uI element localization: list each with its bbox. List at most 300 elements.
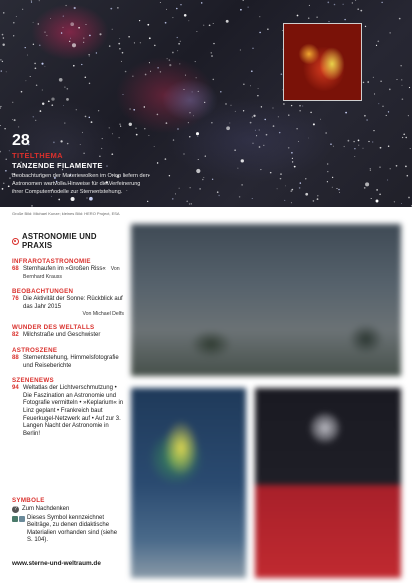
star: [3, 183, 4, 184]
star: [25, 47, 26, 48]
star: [85, 116, 87, 118]
star: [358, 140, 360, 142]
image-credit: Große Bild: Michael Kunze; kleines Bild: HERO Project, ESA: [12, 211, 120, 216]
star: [173, 139, 174, 140]
star: [372, 141, 373, 142]
star: [259, 129, 260, 130]
star: [370, 168, 371, 169]
star: [327, 171, 328, 172]
symbols-title: SYMBOLE: [12, 497, 45, 504]
star: [192, 91, 193, 92]
star: [390, 32, 391, 33]
star: [180, 41, 181, 42]
entry-text: Sternentstehung, Himmelsfotografie und Reiseberichte: [23, 354, 119, 369]
star: [279, 132, 280, 133]
category-title: SZENENEWS: [12, 377, 54, 385]
toc-entry[interactable]: [12, 266, 124, 281]
star: [73, 65, 75, 67]
star: [172, 198, 173, 199]
star: [0, 107, 1, 109]
star: [140, 42, 141, 43]
star: [217, 191, 219, 193]
star: [72, 43, 76, 47]
star: [357, 8, 359, 10]
star: [256, 135, 257, 136]
star: [117, 7, 118, 8]
star: [64, 86, 65, 87]
star: [243, 0, 244, 1]
star: [70, 38, 71, 39]
star: [144, 106, 145, 107]
star: [21, 91, 23, 93]
star: [61, 32, 63, 34]
star: [374, 94, 375, 95]
star: [389, 89, 391, 91]
star: [263, 145, 264, 146]
star: [297, 15, 299, 17]
star: [317, 198, 319, 200]
star: [6, 71, 7, 72]
star: [89, 56, 90, 57]
star: [203, 25, 204, 26]
star: [157, 114, 159, 116]
star: [226, 126, 230, 130]
star: [403, 133, 405, 135]
star: [128, 36, 130, 38]
star: [408, 115, 409, 116]
star: [177, 128, 178, 129]
star: [273, 125, 275, 127]
star: [294, 166, 296, 168]
star: [3, 37, 5, 39]
star: [110, 8, 112, 10]
star: [405, 137, 406, 138]
star: [408, 197, 410, 199]
hero-image: [0, 0, 412, 207]
star: [305, 178, 306, 179]
star: [149, 37, 151, 39]
star: [190, 187, 191, 188]
star: [31, 1, 32, 2]
star: [121, 61, 122, 62]
star: [178, 43, 180, 45]
star: [147, 201, 148, 202]
star: [160, 71, 161, 72]
star: [202, 179, 204, 181]
star: [290, 190, 292, 192]
toc-entry[interactable]: [12, 296, 124, 311]
star: [184, 14, 187, 17]
star: [2, 61, 3, 62]
star: [213, 23, 214, 24]
star: [280, 173, 281, 174]
star: [204, 102, 205, 103]
category-title: INFRAROTASTRONOMIE: [12, 258, 91, 265]
star: [405, 166, 407, 168]
star: [327, 2, 329, 4]
star: [209, 24, 211, 26]
didactic-materials-icon: [12, 516, 25, 545]
star: [362, 148, 363, 149]
star: [195, 61, 196, 62]
star: [211, 55, 213, 57]
star: [225, 103, 226, 104]
star: [259, 16, 260, 17]
star: [397, 79, 398, 80]
star: [129, 108, 131, 110]
star: [313, 200, 315, 202]
star: [291, 152, 293, 154]
star: [188, 20, 189, 21]
star: [355, 0, 356, 1]
star: [360, 10, 362, 12]
star: [379, 166, 380, 167]
star: [328, 21, 329, 22]
star: [177, 50, 178, 51]
star: [2, 43, 4, 45]
star: [86, 197, 87, 198]
star: [292, 158, 293, 159]
star: [169, 64, 171, 66]
star: [378, 103, 379, 104]
star: [91, 121, 93, 123]
star: [264, 119, 265, 120]
toc-category: [12, 324, 124, 340]
star: [240, 9, 242, 11]
star: [76, 109, 77, 110]
star: [409, 87, 410, 88]
star: [299, 110, 300, 111]
star: [12, 102, 13, 103]
star: [86, 24, 87, 25]
star: [281, 73, 283, 75]
star: [401, 203, 402, 204]
category-title: BEOBACHTUNGEN: [12, 288, 74, 296]
star: [179, 63, 180, 64]
star: [234, 150, 235, 151]
feature-kicker: TITELTHEMA: [12, 151, 63, 160]
star: [48, 100, 50, 102]
star: [0, 151, 1, 153]
star: [316, 16, 317, 17]
star: [31, 205, 33, 207]
star: [191, 203, 192, 204]
star: [196, 77, 197, 78]
star: [273, 108, 274, 109]
star: [410, 148, 411, 149]
category-title: ASTROSZENE: [12, 346, 58, 354]
feature-page-number: 28: [12, 132, 30, 149]
star: [147, 24, 149, 26]
star: [4, 128, 5, 129]
star: [326, 132, 327, 133]
star: [172, 52, 174, 54]
star: [40, 110, 42, 112]
star: [33, 44, 34, 45]
target-icon: [12, 238, 19, 245]
star: [122, 52, 124, 54]
star: [226, 20, 229, 23]
star: [402, 137, 403, 138]
star: [317, 195, 318, 196]
blurred-image-bottom-left: [131, 388, 246, 578]
star: [189, 136, 190, 137]
star: [354, 148, 355, 149]
star: [44, 31, 45, 32]
entry-text: Milchstraße und Geschwister: [23, 332, 101, 339]
star: [39, 45, 40, 46]
star: [266, 134, 268, 136]
star: [259, 32, 260, 33]
star: [379, 193, 381, 195]
star: [396, 165, 398, 167]
star: [31, 0, 32, 1]
entry-text: Die Aktivität der Sonne: Rückblick auf das Jahr 2015: [23, 296, 123, 310]
star: [371, 198, 372, 199]
section-header: [12, 232, 124, 250]
star: [185, 75, 186, 76]
star: [175, 193, 176, 194]
star: [81, 64, 82, 65]
star: [336, 188, 337, 189]
star: [252, 116, 253, 117]
star: [165, 158, 167, 160]
star: [205, 156, 206, 157]
star: [267, 29, 268, 30]
star: [343, 4, 344, 5]
star: [291, 202, 292, 203]
star: [353, 141, 354, 142]
inset-image: [283, 23, 362, 101]
star: [310, 112, 312, 114]
star: [332, 187, 333, 188]
star: [157, 162, 158, 163]
star: [74, 7, 76, 9]
star: [390, 168, 391, 169]
star: [367, 81, 369, 83]
star: [386, 115, 387, 116]
star: [69, 41, 70, 42]
star: [169, 175, 170, 176]
star: [299, 187, 301, 189]
star: [33, 22, 34, 23]
star: [12, 119, 13, 120]
star: [320, 119, 321, 120]
star: [381, 2, 382, 3]
star: [250, 85, 251, 86]
star: [308, 17, 309, 18]
star: [382, 106, 383, 107]
star: [88, 54, 89, 55]
symbol-didactic-label: Dieses Symbol kennzeichnet Beiträge, zu denen didaktische Materialien vorhanden sind (siehe S. 104).: [27, 514, 118, 544]
star: [66, 98, 69, 101]
star: [0, 59, 1, 60]
star: [39, 0, 40, 1]
star: [407, 175, 409, 177]
star: [78, 27, 80, 29]
toc-entry[interactable]: [12, 332, 124, 340]
star: [36, 85, 38, 87]
star: [292, 161, 293, 162]
star: [16, 16, 17, 17]
star: [401, 79, 402, 80]
entry-page: 76: [12, 296, 19, 303]
star: [193, 115, 194, 116]
star: [89, 117, 90, 118]
star: [35, 67, 37, 69]
star: [399, 18, 401, 20]
star: [38, 23, 39, 24]
star: [197, 136, 198, 137]
star: [2, 34, 4, 36]
star: [250, 122, 252, 124]
entry-page: 88: [12, 354, 19, 361]
star: [183, 153, 184, 154]
star: [364, 187, 366, 189]
star: [46, 35, 47, 36]
toc-entry[interactable]: [12, 385, 124, 438]
star: [196, 132, 199, 135]
star: [348, 140, 350, 142]
star: [240, 50, 241, 51]
question-icon: ?: [12, 506, 19, 513]
star: [109, 45, 110, 46]
symbol-think-label: Zum Nachdenken: [22, 506, 70, 512]
toc-category: [12, 288, 124, 317]
star: [154, 146, 155, 147]
star: [172, 17, 173, 18]
star: [119, 38, 120, 39]
star: [1, 70, 2, 71]
star: [13, 35, 14, 36]
star: [252, 48, 253, 49]
table-of-contents: [12, 232, 124, 445]
star: [260, 169, 261, 170]
star: [277, 188, 278, 189]
star: [298, 141, 299, 142]
star: [51, 104, 53, 106]
star: [98, 110, 99, 111]
website-link[interactable]: www.sterne-und-weltraum.de: [12, 560, 101, 567]
star: [388, 111, 389, 112]
star: [145, 74, 147, 76]
star: [261, 106, 262, 107]
entry-author: Von Michael Delfs: [82, 311, 124, 318]
star: [65, 5, 66, 6]
star: [33, 116, 34, 117]
star: [149, 62, 150, 63]
star: [288, 147, 290, 149]
star: [188, 122, 189, 123]
star: [239, 196, 240, 197]
star: [248, 7, 249, 8]
star: [157, 67, 159, 69]
star: [186, 200, 188, 202]
star: [63, 105, 64, 106]
star: [252, 143, 253, 144]
star: [243, 84, 244, 85]
star: [270, 172, 272, 174]
star: [213, 79, 215, 81]
star: [211, 52, 212, 53]
star: [212, 179, 213, 180]
star: [167, 58, 168, 59]
star: [345, 112, 347, 114]
star: [364, 115, 366, 117]
star: [387, 179, 388, 180]
star: [363, 82, 365, 84]
star: [198, 159, 199, 160]
star: [25, 80, 26, 81]
star: [344, 146, 345, 147]
star: [308, 138, 309, 139]
star: [83, 38, 84, 39]
star: [34, 63, 36, 65]
star: [241, 159, 244, 162]
star: [352, 2, 353, 3]
star: [122, 94, 123, 95]
symbols-legend: [12, 497, 124, 545]
star: [241, 184, 243, 186]
star: [339, 192, 340, 193]
star: [333, 146, 334, 147]
star: [35, 120, 36, 121]
star: [257, 95, 258, 96]
star: [285, 185, 286, 186]
entry-page: 68: [12, 266, 19, 272]
entry-text: Sternhaufen im »Großen Riss«: [23, 266, 106, 272]
star: [300, 182, 301, 183]
star: [133, 109, 135, 111]
star: [377, 40, 379, 42]
star: [70, 22, 74, 26]
feature-description: Beobachtungen der Materiewolken im Orion liefern den Astronomen wertvolle Hinweise für die Verfeinerung ihrer Computermodelle zur Sternentstehung.: [12, 173, 149, 196]
star: [235, 111, 236, 112]
star: [365, 182, 369, 186]
star: [189, 112, 190, 113]
star: [14, 119, 16, 121]
star: [13, 22, 15, 24]
star: [0, 125, 1, 126]
star: [368, 141, 369, 142]
star: [252, 198, 253, 199]
star: [109, 127, 110, 128]
star: [291, 105, 292, 106]
star: [229, 123, 230, 124]
toc-entry[interactable]: [12, 355, 124, 370]
star: [259, 146, 261, 148]
star: [203, 177, 204, 178]
star: [305, 193, 308, 196]
star: [89, 35, 91, 37]
star: [134, 42, 135, 43]
star: [211, 122, 212, 123]
star: [165, 22, 167, 24]
star: [196, 169, 200, 173]
star: [198, 91, 199, 92]
star: [176, 8, 178, 10]
star: [344, 19, 345, 20]
feature-teaser[interactable]: [12, 133, 152, 197]
star: [380, 147, 382, 149]
star: [120, 126, 121, 127]
star: [169, 59, 170, 60]
star: [402, 98, 404, 100]
star: [119, 123, 121, 125]
star: [402, 85, 403, 86]
star: [144, 128, 145, 129]
star: [89, 83, 90, 84]
